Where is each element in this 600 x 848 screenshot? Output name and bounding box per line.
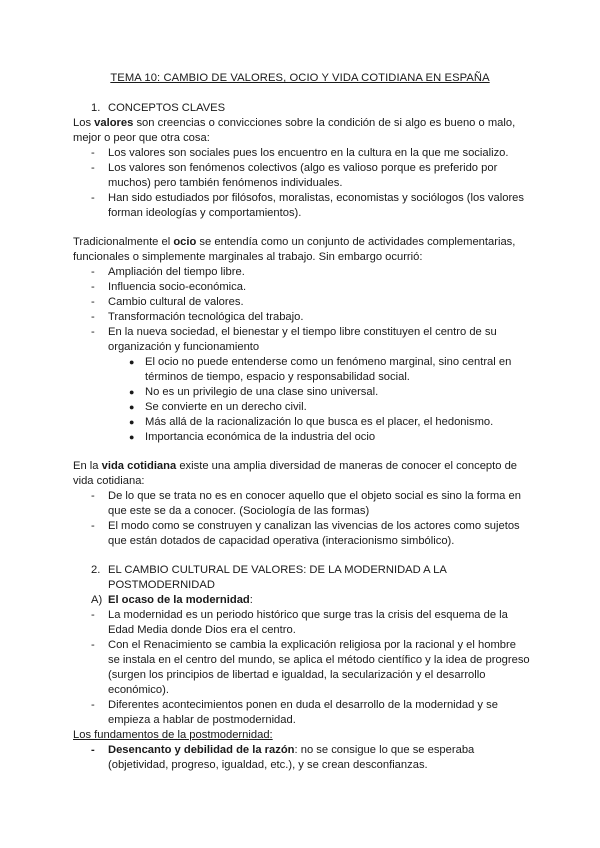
modernidad-item-2-line-2: se instala en el centro del mundo, se aplica el método científico y la idea de progreso — [108, 654, 530, 666]
ocio-paragraph-line-1: Tradicionalmente el ocio se entendía como un conjunto de actividades complementarias, — [73, 236, 516, 248]
fundamento-item-1-line-2: (objetividad, progreso, igualdad, etc.), y se crean desconfianzas. — [108, 759, 428, 771]
dash-marker: - — [91, 281, 95, 293]
bullet-marker: ● — [129, 402, 135, 412]
section-1-number: 1. — [91, 102, 101, 114]
ocio-subitem-3: Se convierte en un derecho civil. — [145, 401, 307, 413]
vida-item-2-line-2: que están dotados de capacidad operativa (interacionismo simbólico). — [108, 535, 455, 547]
dash-marker: - — [91, 639, 95, 651]
valores-item-2-line-2: muchos) pero también fenómenos individuales. — [108, 177, 343, 189]
modernidad-item-2-line-1: Con el Renacimiento se cambia la explicación religiosa por la racional y el hombre — [108, 639, 516, 651]
valores-term: valores — [94, 117, 134, 129]
dash-marker: - — [91, 162, 95, 174]
vida-cotidiana-paragraph-line-1: En la vida cotidiana existe una amplia diversidad de maneras de conocer el concepto de — [73, 460, 518, 472]
ocio-paragraph-line-2: funcionales o simplemente marginales al trabajo. Sin embargo ocurrió: — [73, 251, 423, 263]
bullet-marker: ● — [129, 417, 135, 427]
modernidad-item-1-line-2: Edad Media donde Dios era el centro. — [108, 624, 296, 636]
subsection-letter: A) — [91, 594, 103, 606]
dash-marker: - — [91, 192, 95, 204]
dash-marker: - — [91, 266, 95, 278]
ocio-item-4: Transformación tecnológica del trabajo. — [108, 311, 304, 323]
document-title: TEMA 10: CAMBIO DE VALORES, OCIO Y VIDA COTIDIANA EN ESPAÑA — [110, 72, 490, 84]
fundamentos-heading: Los fundamentos de la postmodernidad: — [73, 729, 273, 741]
vida-item-1-line-1: De lo que se trata no es en conocer aquello que el objeto social es sino la forma en — [108, 490, 521, 502]
section-2-heading-line-2: POSTMODERNIDAD — [108, 579, 215, 591]
vida-cotidiana-term: vida cotidiana — [101, 460, 177, 472]
ocio-item-2: Influencia socio-económica. — [108, 281, 247, 293]
fundamento-item-1-line-1: Desencanto y debilidad de la razón: no se consigue lo que se esperaba — [108, 744, 475, 756]
bullet-marker: ● — [129, 357, 135, 367]
subsection-heading: El ocaso de la modernidad: — [108, 594, 253, 606]
dash-marker: - — [91, 490, 95, 502]
valores-item-3-line-1: Han sido estudiados por filósofos, moralistas, economistas y sociólogos (los valores — [108, 192, 524, 204]
ocio-subitem-5: Importancia económica de la industria del ocio — [145, 431, 376, 443]
vida-cotidiana-paragraph-line-2: vida cotidiana: — [73, 475, 145, 487]
modernidad-item-2-line-4: económico). — [108, 684, 169, 696]
vida-item-1-line-2: que este se da a conocer. (Sociología de las formas) — [108, 505, 370, 517]
ocio-subitem-4: Más allá de la racionalización lo que busca es el placer, el hedonismo. — [145, 416, 494, 428]
dash-marker: - — [91, 699, 95, 711]
ocio-item-5-line-1: En la nueva sociedad, el bienestar y el tiempo libre constituyen el centro de su — [108, 326, 497, 338]
modernidad-item-2-line-3: (surgen los principios de libertad e igualdad, la secularización y el desarrollo — [108, 669, 486, 681]
modernidad-item-3-line-2: empieza a hablar de postmodernidad. — [108, 714, 296, 726]
ocio-subitem-1-line-2: términos de tiempo, espacio y responsabilidad social. — [145, 371, 410, 383]
dash-marker: - — [91, 326, 95, 338]
ocio-subitem-1-line-1: El ocio no puede entenderse como un fenómeno marginal, sino central en — [145, 356, 512, 368]
ocio-item-3: Cambio cultural de valores. — [108, 296, 244, 308]
ocio-subitem-2: No es un privilegio de una clase sino universal. — [145, 386, 379, 398]
modernidad-item-1-line-1: La modernidad es un periodo histórico que surge tras la crisis del esquema de la — [108, 609, 508, 621]
dash-marker: - — [91, 744, 95, 756]
dash-marker: - — [91, 311, 95, 323]
section-2-heading-line-1: EL CAMBIO CULTURAL DE VALORES: DE LA MODERNIDAD A LA — [108, 564, 447, 576]
valores-item-3-line-2: forman ideologías y comportamientos). — [108, 207, 302, 219]
ocio-term: ocio — [173, 236, 197, 248]
valores-item-1: Los valores son sociales pues los encuentro en la cultura en la que me socializo. — [108, 147, 509, 159]
section-1-heading: CONCEPTOS CLAVES — [108, 102, 226, 114]
bullet-marker: ● — [129, 432, 135, 442]
dash-marker: - — [91, 147, 95, 159]
dash-marker: - — [91, 609, 95, 621]
valores-item-2-line-1: Los valores son fenómenos colectivos (algo es valioso porque es preferido por — [108, 162, 498, 174]
bullet-marker: ● — [129, 387, 135, 397]
valores-paragraph-line-2: mejor o peor que otra cosa: — [73, 132, 210, 144]
ocio-item-5-line-2: organización y funcionamiento — [108, 341, 260, 353]
dash-marker: - — [91, 520, 95, 532]
fundamento-term: Desencanto y debilidad de la razón — [108, 744, 295, 756]
ocio-item-1: Ampliación del tiempo libre. — [108, 266, 245, 278]
valores-paragraph-line-1: Los valores son creencias o convicciones sobre la condición de si algo es bueno o malo, — [73, 117, 516, 129]
dash-marker: - — [91, 296, 95, 308]
vida-item-2-line-1: El modo como se construyen y canalizan las vivencias de los actores como sujetos — [108, 520, 520, 532]
section-2-number: 2. — [91, 564, 101, 576]
modernidad-item-3-line-1: Diferentes acontecimientos ponen en duda el desarrollo de la modernidad y se — [108, 699, 498, 711]
